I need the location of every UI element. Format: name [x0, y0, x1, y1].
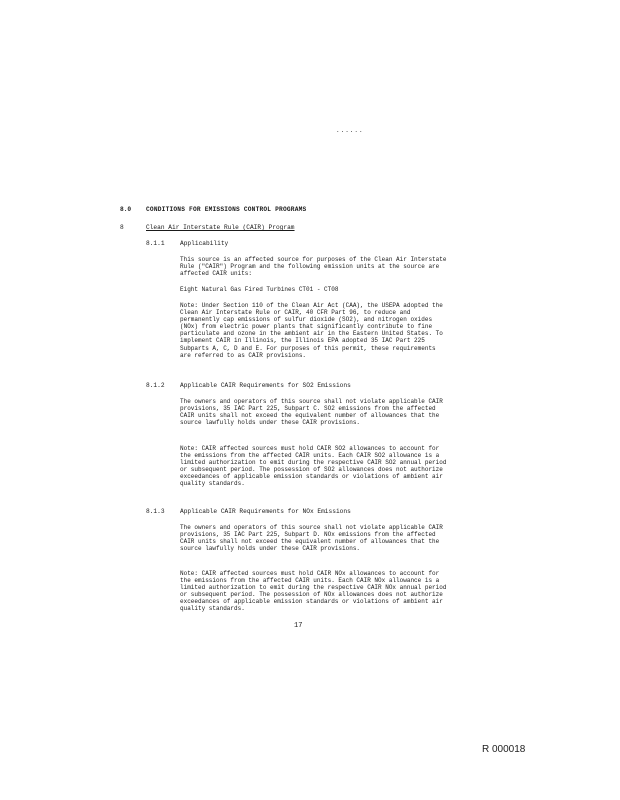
- top-mark: ......: [336, 127, 364, 134]
- paragraph-note: Note: CAIR affected sources must hold CAIR SO2 allowances to account for the emissions from the affected CAIR units. Each CAIR SO2 allowance is a limited authorization to emit during the respective CAIR SO2 annual period or subsequent period. The possession of SO2 allowances does not authorize exceedances of applicable emission standards or violations of ambient air quality standards.: [180, 445, 447, 488]
- paragraph: The owners and operators of this source shall not violate applicable CAIR provisions, 35 IAC Part 225, Subpart C. SO2 emissions from the affected CAIR units shall not exceed the equivalent number of allowances that the source lawfully holds under these CAIR provisions.: [180, 398, 443, 427]
- page-number: 17: [294, 622, 303, 630]
- paragraph: The owners and operators of this source shall not violate applicable CAIR provisions, 35 IAC Part 225, Subpart D. NOx emissions from the affected CAIR units shall not exceed the equivalent number of allowances that the source lawfully holds under these CAIR provisions.: [180, 524, 443, 553]
- item-number-8-1-1: 8.1.1: [146, 240, 165, 247]
- paragraph-note: Note: Under Section 110 of the Clean Air Act (CAA), the USEPA adopted the Clean Air Interstate Rule or CAIR, 40 CFR Part 96, to reduce and permanently cap emissions of sulfur dioxide (SO2), and nitrogen oxides (NOx) from electric power plants that significantly contribute to fine particulate and ozone in the ambient air in the Eastern United States. To implement CAIR in Illinois, the Illinois EPA adopted 35 IAC Part 225 Subparts A, C, D and E. For purposes of this permit, these requirements are referred to as CAIR provisions.: [180, 302, 443, 359]
- bates-number: R 000018: [482, 744, 526, 755]
- subsection-number: 8: [120, 224, 124, 231]
- section-title: CONDITIONS FOR EMISSIONS CONTROL PROGRAMS: [146, 206, 307, 213]
- subsection-title: Clean Air Interstate Rule (CAIR) Program: [146, 224, 295, 231]
- paragraph: This source is an affected source for purposes of the Clean Air Interstate Rule ("CAIR") Program and the following emission units at the source are affected CAIR units:: [180, 256, 447, 278]
- item-title-so2: Applicable CAIR Requirements for SO2 Emissions: [180, 382, 351, 389]
- paragraph: Eight Natural Gas Fired Turbines CT01 - CT08: [180, 286, 339, 293]
- paragraph-note: Note: CAIR affected sources must hold CAIR NOx allowances to account for the emissions from the affected CAIR units. Each CAIR NOx allowance is a limited authorization to emit during the respective CAIR NOx annual period or subsequent period. The possession of NOx allowances does not authorize exceedances of applicable emission standards or violations of ambient air quality standards.: [180, 570, 447, 613]
- section-number: 8.0: [120, 206, 132, 213]
- item-number-8-1-2: 8.1.2: [146, 382, 165, 389]
- item-number-8-1-3: 8.1.3: [146, 508, 165, 515]
- item-title-nox: Applicable CAIR Requirements for NOx Emissions: [180, 508, 351, 515]
- item-title-applicability: Applicability: [180, 240, 229, 247]
